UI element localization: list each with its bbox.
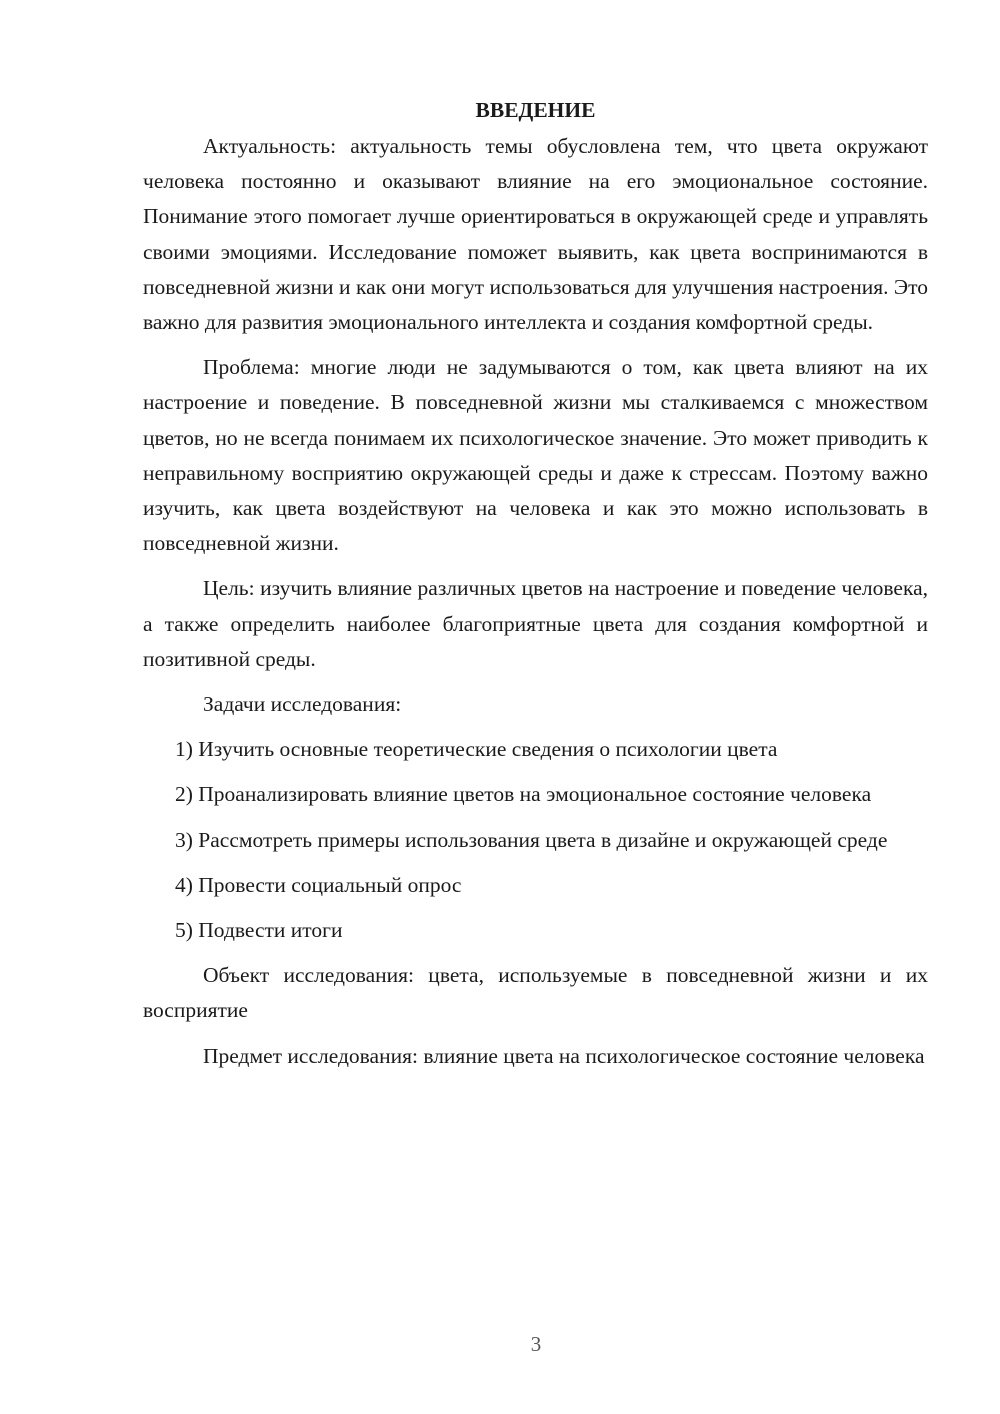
tasks-list [143, 732, 928, 948]
task-item-3: 3) Рассмотреть примеры использования цвета в дизайне и окружающей среде [175, 827, 888, 852]
task-item-5: 5) Подвести итоги [175, 918, 343, 943]
subject-paragraph: Предмет исследования: влияние цвета на психологическое состояние человека [203, 1043, 925, 1068]
goal-paragraph: Цель: изучить влияние различных цветов на настроение и поведение человека, а также определить наиболее благоприятные цвета для создания комфортной и позитивной среды. [143, 576, 928, 671]
task-item-1: 1) Изучить основные теоретические сведения о психологии цвета [175, 737, 778, 762]
task-item-2: 2) Проанализировать влияние цветов на эмоциональное состояние человека [175, 782, 872, 807]
tasks-label: Задачи исследования: [203, 692, 402, 717]
relevance-paragraph: Актуальность: актуальность темы обусловлена тем, что цвета окружают человека постоянно и оказывают влияние на его эмоциональное состояние. Понимание этого помогает лучше ориентироваться в окружающей среде и управлять своими эмоциями. Исследование поможет выявить, как цвета воспринимаются в повседневной жизни и как они могут использоваться для улучшения настроения. Это важно для развития эмоционального интеллекта и создания комфортной среды. [143, 134, 928, 335]
page-title: ВВЕДЕНИЕ [475, 98, 596, 122]
object-paragraph: Объект исследования: цвета, используемые в повседневной жизни и их восприятие [143, 963, 928, 1023]
page-number: 3 [530, 1332, 542, 1356]
task-item-4: 4) Провести социальный опрос [175, 872, 462, 897]
document-body [143, 93, 928, 1084]
problem-paragraph: Проблема: многие люди не задумываются о том, как цвета влияют на их настроение и поведение. В повседневной жизни мы сталкиваемся с множеством цветов, но не всегда понимаем их психологическое значение. Это может приводить к неправильному восприятию окружающей среды и даже к стрессам. Поэтому важно изучить, как цвета воздействуют на человека и как это можно использовать в повседневной жизни. [143, 355, 928, 556]
